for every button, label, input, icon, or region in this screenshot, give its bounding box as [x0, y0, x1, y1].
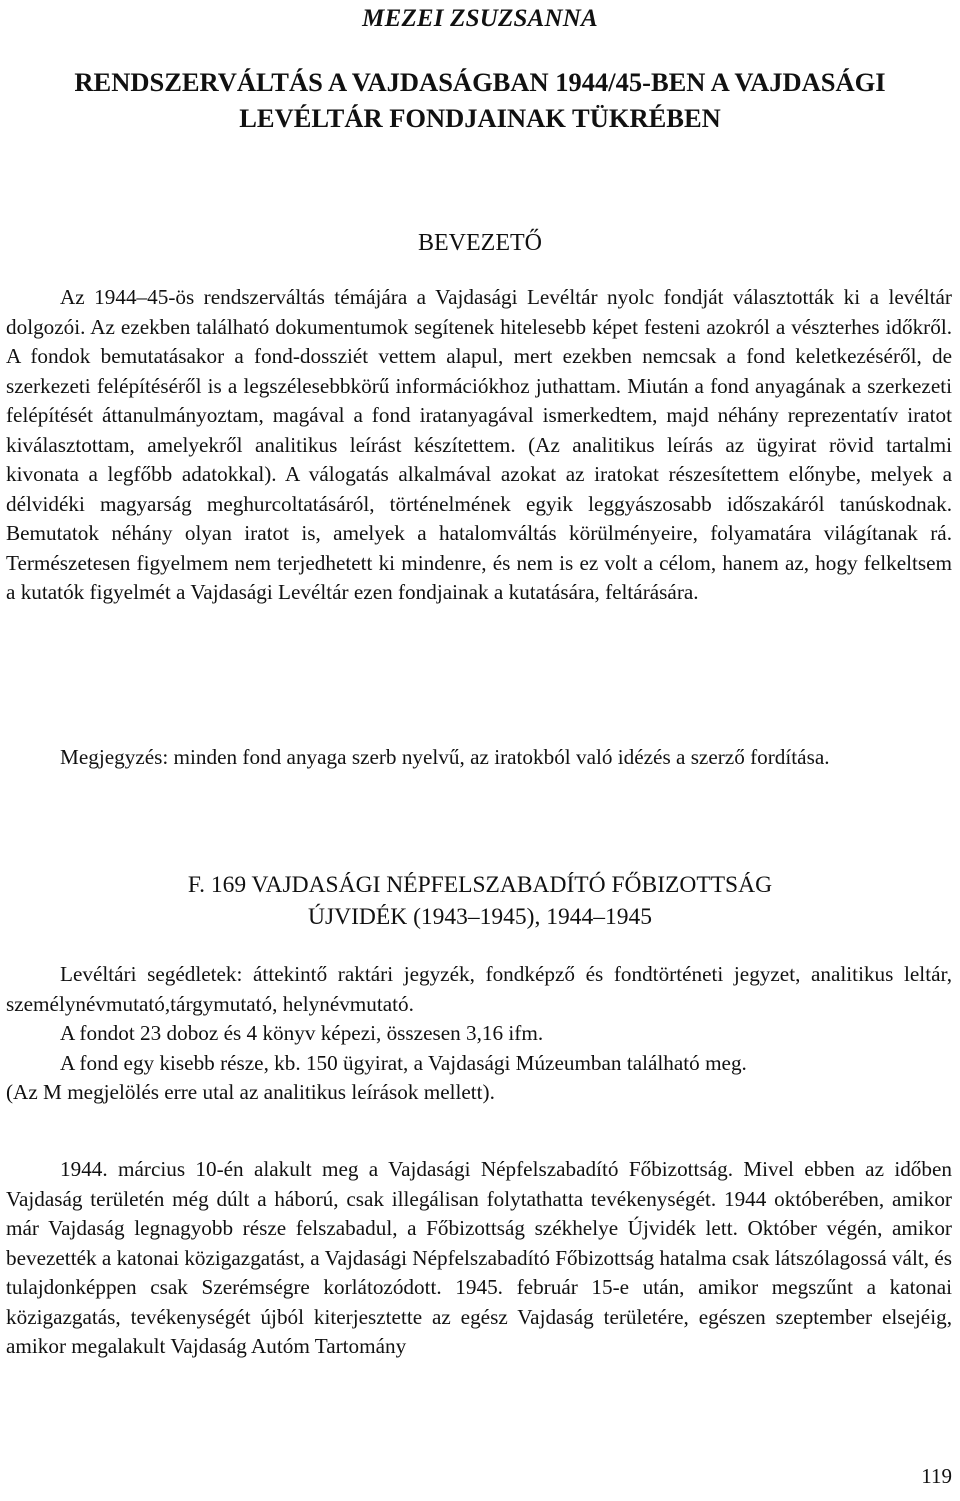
- translation-note: Megjegyzés: minden fond anyaga szerb nyelvű, az iratokból való idézés a szerző fordítása.: [60, 745, 830, 769]
- museum-holding: A fond egy kisebb része, kb. 150 ügyirat, a Vajdasági Múzeumban található meg.: [60, 1050, 747, 1075]
- fond-heading-line-1: F. 169 VAJDASÁGI NÉPFELSZABADÍTÓ FŐBIZOTTSÁG: [187, 872, 773, 898]
- intro-paragraph: Az 1944–45-ös rendszerváltás témájára a Vajdasági Levéltár nyolc fondját választották ki a levéltár dolgozói. Az ezekben található dokumentumok segítenek hitelesebb képet festeni azokról a vészterhes időkről. A fondok bemutatásakor a fond-dossziét vettem alapul, mert ezekben nemcsak a fond keletkezéséről, de szerkezeti felépítéséről is a legszélesebbkörű információkhoz juthattam. Miután a fond anyagának a szerkezeti felépítését áttanulmányoztam, magával a fond iratanyagával ismerkedtem, majd néhány reprezentatív iratot kiválasztottam, amelyekről analitikus leírást készítettem. (Az analitikus leírás az ügyirat rövid tartalmi kivonata a legfőbb adatokkal). A válogatás alkalmával azokat az iratokat részesítettem előnybe, melyek a délvidéki magyarság meghurcoltatásáról, történelmének egyik leggyászosabb időszakáról tanúskodnak. Bemutatok néhány olyan iratot is, amelyek a hatalomváltás körülményeire, folyamatára világítanak rá. Természetesen figyelmem nem terjedhetett ki mindenre, és nem is ez volt a célom, hanem az, hogy felkeltsem a kutatók figyelmét a Vajdasági Levéltár ezen fondjainak a kutatására, feltárására.: [6, 285, 952, 604]
- fond-size: A fondot 23 doboz és 4 könyv képezi, összesen 3,16 ifm.: [60, 1021, 544, 1045]
- article-title: [0, 64, 960, 136]
- article-title-line-1: RENDSZERVÁLTÁS A VAJDASÁGBAN 1944/45-BEN A VAJDASÁGI: [74, 67, 886, 97]
- page-number: 119: [921, 1464, 952, 1488]
- section-heading-intro: BEVEZETŐ: [418, 230, 542, 256]
- fond-heading-line-2: ÚJVIDÉK (1943–1945), 1944–1945: [308, 904, 652, 930]
- fond-history: [6, 1155, 952, 1362]
- history-paragraph: 1944. március 10-én alakult meg a Vajdasági Népfelszabadító Főbizottság. Mivel ebben az időben Vajdaság területén még dúlt a háború, csak illegálisan folytathatta tevékenységét. 1944 októberében, amikor már Vajdaság legnagyobb része felszabadul, a Főbizottság székhelye Újvidék lett. Október végén, amikor bevezették a katonai közigazgatást, a Vajdasági Népfelszabadító Főbizottság hatalma csak látszólagossá vált, és tulajdonképpen csak Szerémségre korlátozódott. 1945. február 15-e után, amikor megszűnt a katonai közigazgatás, tevékenységét újból kiterjesztette az egész Vajdaság területére, egészen szeptember elsejéig, amikor megalakult Vajdaság Autóm Tartomány: [6, 1157, 952, 1358]
- fond-details: [6, 960, 952, 1108]
- museum-note: (Az M megjelölés erre utal az analitikus leírások mellett).: [6, 1080, 495, 1104]
- intro-body: [6, 283, 952, 608]
- intro-note-block: [6, 743, 952, 773]
- article-title-line-2: LEVÉLTÁR FONDJAINAK TÜKRÉBEN: [239, 103, 721, 133]
- fond-heading: [0, 869, 960, 933]
- author-name: MEZEI ZSUZSANNA: [362, 5, 598, 32]
- archival-aids: Levéltári segédletek: áttekintő raktári jegyzék, fondképző és fondtörténeti jegyzet, analitikus leltár, személynévmutató,tárgymutató, helynévmutató.: [6, 962, 952, 1016]
